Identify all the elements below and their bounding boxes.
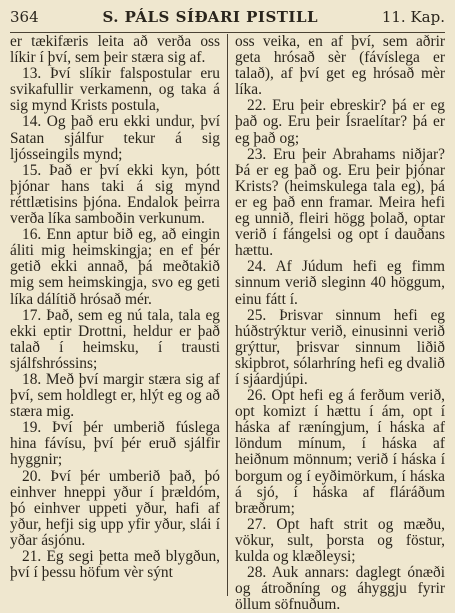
verse-paragraph: 16. Enn aptur bið eg, að eingin áliti mig heimskingja; en ef þér getið ekki annað, þá meðtakið mig sem heimskingja, svo eg geti líka dálítið hrósað mér. [10, 226, 220, 308]
page-number: 364 [10, 8, 39, 26]
text-columns [10, 33, 445, 613]
verse-paragraph: 28. Auk annars: daglegt ónæði og átroðníng og áhyggju fyrir öllum söfnuðum. [235, 564, 445, 613]
verse-paragraph: 24. Af Júdum hefi eg fimm sinnum verið sleginn 40 höggum, einu fátt í. [235, 258, 445, 308]
verse-paragraph: oss veika, en af því, sem aðrir geta hrósað sèr (fávíslega er talað), af því get eg hrósað mèr líka. [235, 33, 445, 99]
verse-paragraph: 13. Því slíkir falspostular eru svikafullir verkamenn, og taka á sig mynd Krists postula, [10, 65, 220, 115]
right-column [227, 33, 445, 613]
chapter-label: 11. Kap. [381, 8, 445, 26]
verse-paragraph: 19. Því þér umberið fúslega hina fávísu, því þér eruð sjálfir hyggnir; [10, 419, 220, 469]
verse-paragraph: 22. Eru þeir ebreskir? þá er eg það og. Eru þeir Ísraelítar? þá er eg það og; [235, 97, 445, 147]
verse-paragraph: 27. Opt haft strit og mæðu, vökur, sult, þorsta og föstur, kulda og klæðleysi; [235, 515, 445, 565]
verse-paragraph: er tækifæris leita að verða oss líkir í því, sem þeir stæra sig af. [10, 33, 220, 67]
left-column [10, 34, 227, 596]
verse-paragraph: 17. Það, sem eg nú tala, tala eg ekki eptir Drottni, heldur er það talað í heimsku, í trausti sjálfshróssins; [10, 306, 220, 372]
verse-paragraph: 25. Þrisvar sinnum hefi eg húðstrýktur verið, einusinni verið grýttur, þrisvar sinnum liðið skipbrot, sólarhríng hefi eg dvalið í sjáardjúpi. [235, 306, 445, 388]
verse-paragraph: 20. Því þér umberið það, þó einhver hneppi yður í þrældóm, þó einhver uppeti yður, hafi af yður, hefji sig upp yfir yður, slái í yðar ásjónu. [10, 467, 220, 549]
verse-paragraph: 26. Opt hefi eg á ferðum verið, opt komizt í hættu í ám, opt í háska af ræníngjum, í háska af löndum mínum, í háska af heiðnum mönnum; verið í háska í borgum og í eyðimörkum, í háska á sjó, í háska af fláráðum bræðrum; [235, 387, 445, 517]
page-title: S. PÁLS SÍÐARI PISTILL [102, 8, 319, 26]
verse-paragraph: 15. Það er því ekki kyn, þótt þjónar hans taki á sig mynd réttlætisins þjóna. Endalok þeirra verða líka samboðin verkunum. [10, 161, 220, 228]
verse-paragraph: 21. Eg segi þetta með blygðun, því í þessu höfum vèr sýnt [10, 548, 220, 582]
verse-paragraph: 14. Og það eru ekki undur, því Satan sjálfur tekur á sig ljósseingils mynd; [10, 113, 220, 163]
page-header [10, 8, 445, 33]
verse-paragraph: 18. Með því margir stæra sig af því, sem holdlegt er, hlýt eg og að stæra mig. [10, 370, 220, 421]
verse-paragraph: 23. Eru þeir Abrahams niðjar? Þá er eg það og. Eru þeir þjónar Krists? (heimskulega tala eg), þá er eg það enn framar. Meira hefi eg unnið, fleiri högg þolað, optar verið í fángelsi og opt í dauðans hættu. [235, 145, 445, 260]
